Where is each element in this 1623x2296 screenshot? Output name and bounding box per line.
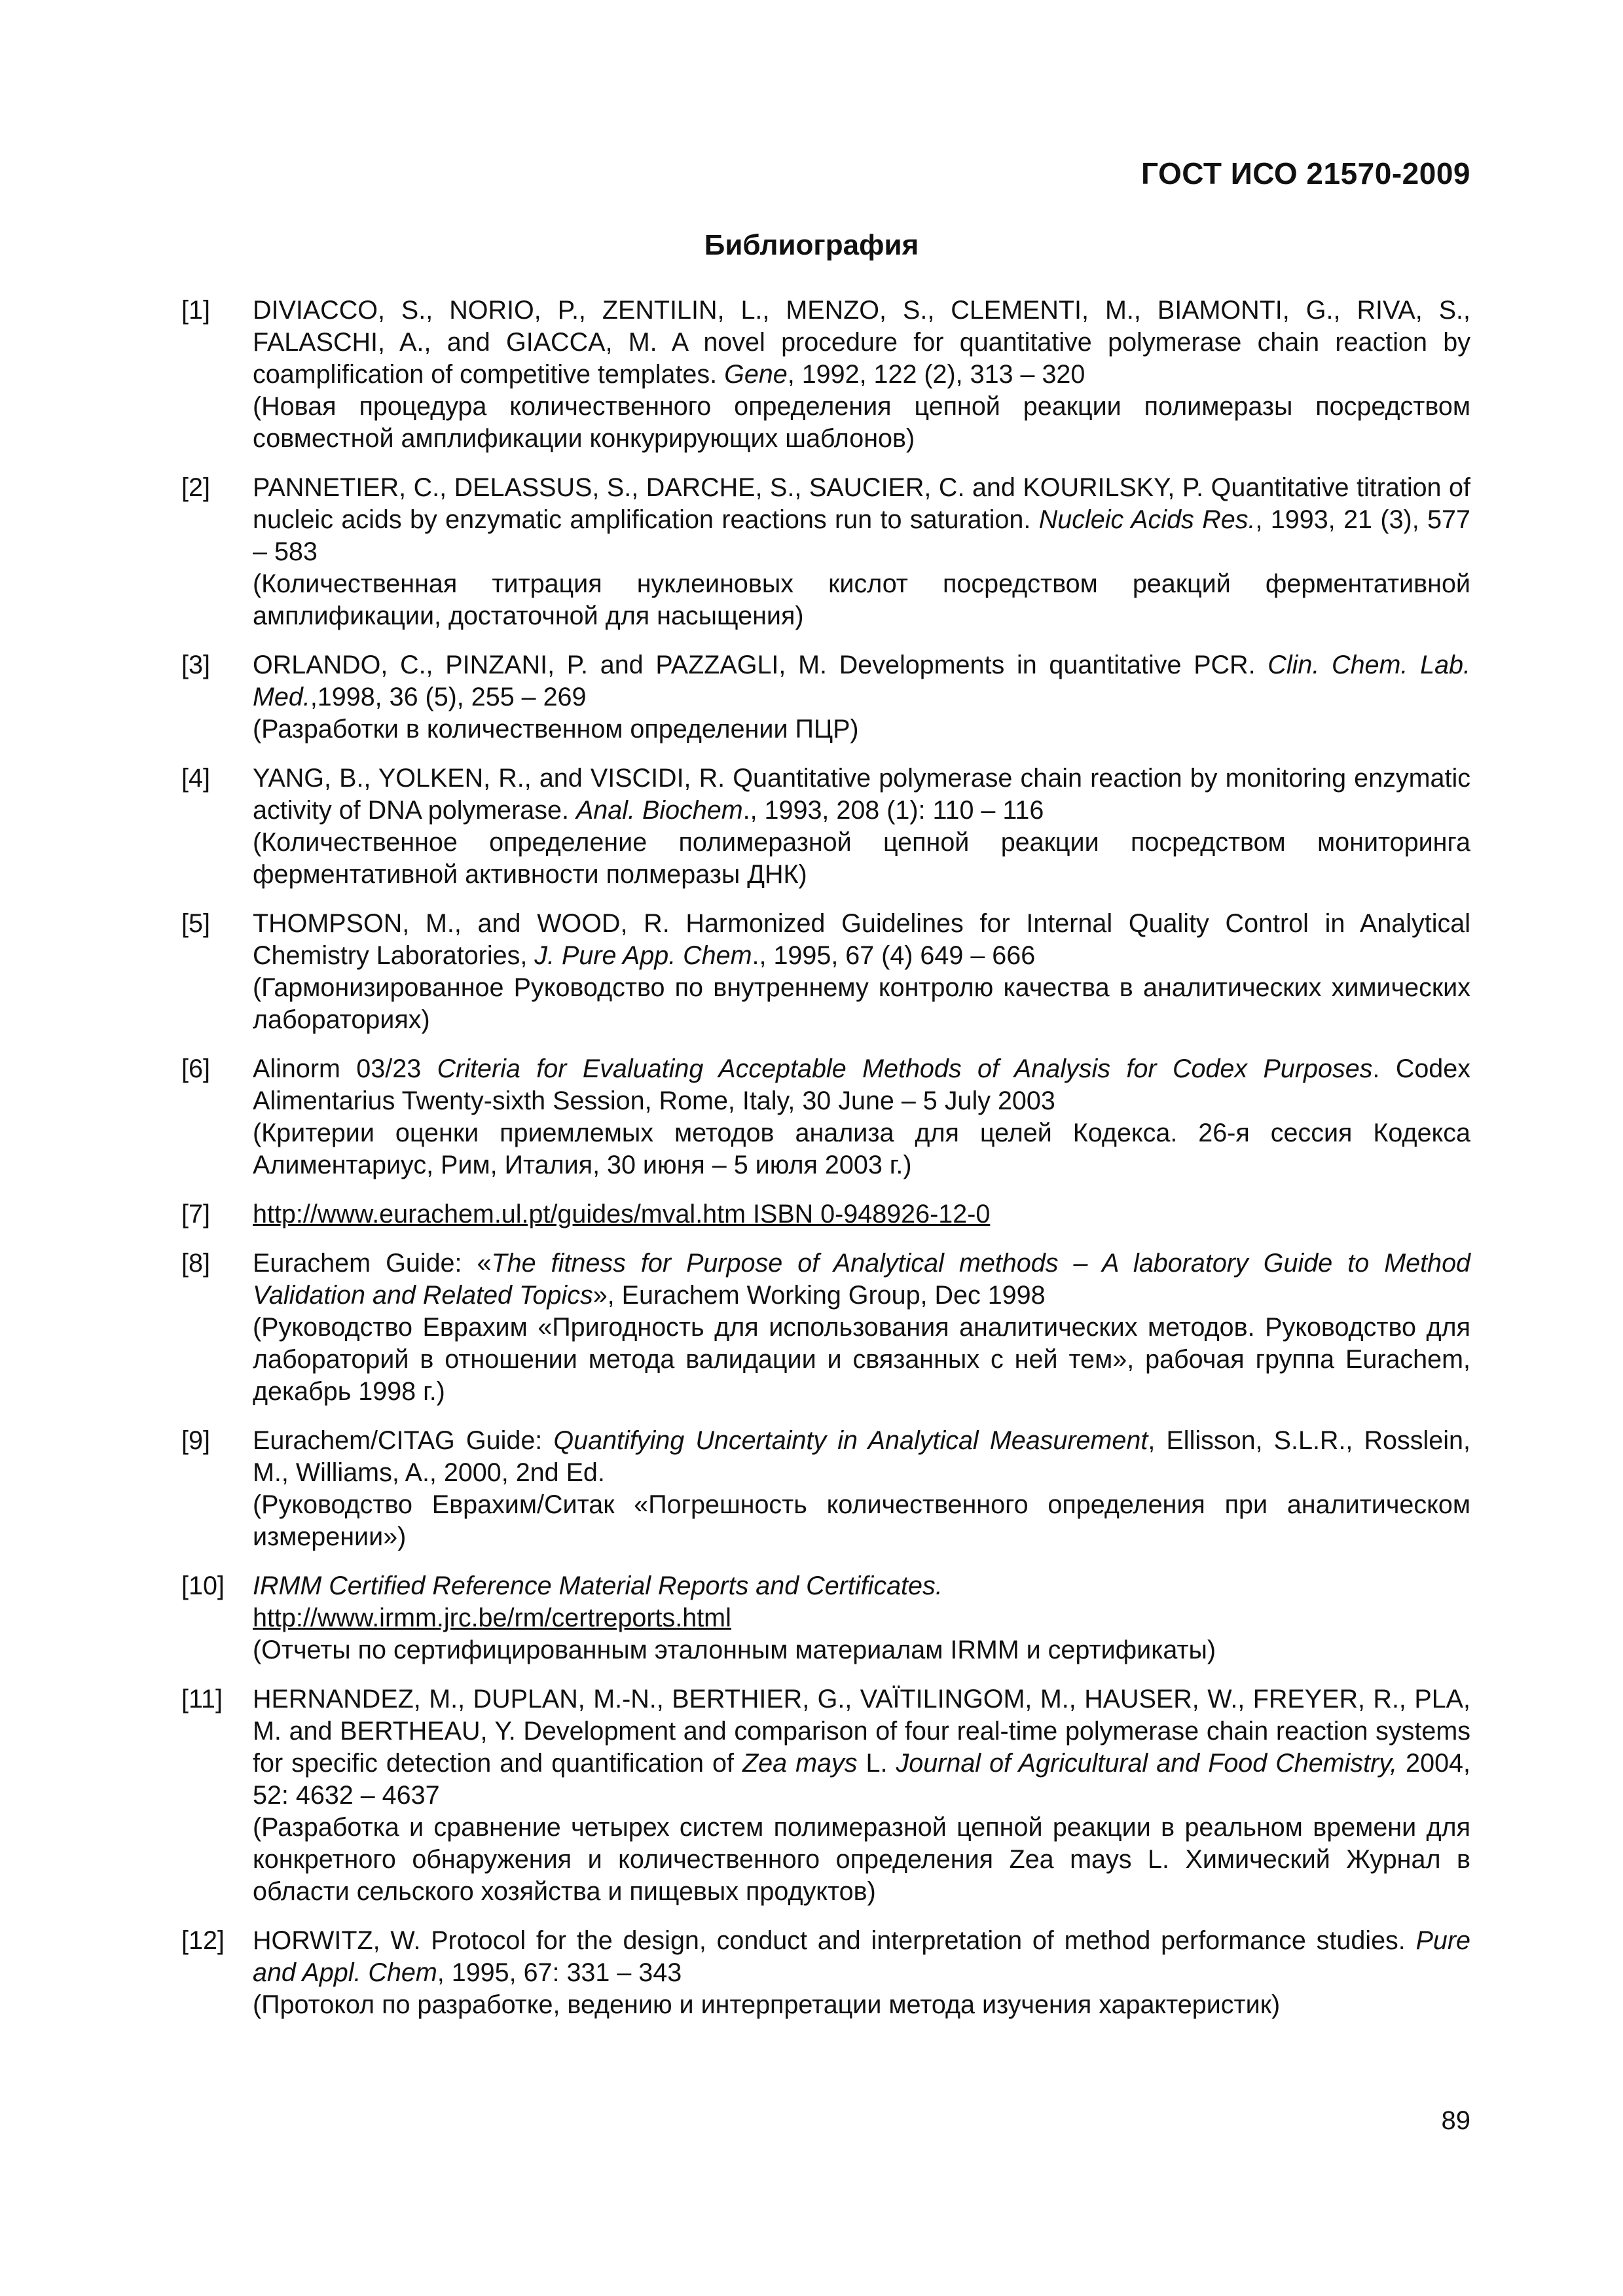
reference-translation: (Количественная титрация нуклеиновых кислот посредством реакций ферментативной амплификации, достаточной для насыщения) (253, 569, 1470, 630)
reference-item (181, 295, 1470, 455)
reference-citation: Alinorm 03/23 Criteria for Evaluating Acceptable Methods of Analysis for Codex Purposes. Codex Alimentarius Twenty-sixth Session, Rome, Italy, 30 June – 5 July 2003 (253, 1054, 1470, 1115)
reference-translation: (Гармонизированное Руководство по внутреннему контролю качества в аналитических химических лабораториях) (253, 973, 1470, 1034)
reference-item (181, 1247, 1470, 1408)
reference-link[interactable]: http://www.eurachem.ul.pt/guides/mval.htm ISBN 0-948926-12-0 (253, 1200, 991, 1229)
reference-translation: (Разработка и сравнение четырех систем полимеразной цепной реакции в реальном времени для конкретного обнаружения и количественного определения Zea mays L. Химический Журнал в области сельского хозяйства и пищевых продуктов) (253, 1813, 1470, 1906)
reference-citation: HORWITZ, W. Protocol for the design, conduct and interpretation of method performance studies. Pure and Appl. Chem, 1995, 67: 331 – 343 (253, 1926, 1470, 1987)
reference-number: [8] (181, 1249, 210, 1278)
reference-citation: Eurachem Guide: «The fitness for Purpose of Analytical methods – A laboratory Guide to Method Validation and Related Topics», Eurachem Working Group, Dec 1998 (253, 1249, 1471, 1310)
reference-citation: THOMPSON, M., and WOOD, R. Harmonized Guidelines for Internal Quality Control in Analytical Chemistry Laboratories, J. Pure App. Chem., 1995, 67 (4) 649 – 666 (253, 909, 1470, 970)
reference-translation: (Руководство Еврахим/Ситак «Погрешность количественного определения при аналитическом измерении») (253, 1490, 1470, 1551)
reference-citation: YANG, B., YOLKEN, R., and VISCIDI, R. Quantitative polymerase chain reaction by monitoring enzymatic activity of DNA polymerase. Anal. Biochem., 1993, 208 (1): 110 – 116 (253, 764, 1470, 825)
reference-body (253, 1925, 1470, 2021)
reference-citation (253, 1198, 1470, 1230)
reference-item (181, 1198, 1470, 1230)
reference-number: [5] (181, 909, 210, 938)
reference-body (253, 1247, 1470, 1408)
reference-citation: Eurachem/CITAG Guide: Quantifying Uncertainty in Analytical Measurement, Ellisson, S.L.R., Rosslein, M., Williams, A., 2000, 2nd Ed. (253, 1426, 1470, 1487)
reference-item (181, 1925, 1470, 2021)
reference-number: [3] (181, 651, 210, 679)
reference-translation: (Протокол по разработке, ведению и интерпретации метода изучения характеристик) (253, 1990, 1281, 2019)
page-number: 89 (1441, 2106, 1470, 2135)
reference-body (253, 1425, 1470, 1553)
reference-body (253, 295, 1470, 455)
reference-citation: PANNETIER, C., DELASSUS, S., DARCHE, S., SAUCIER, C. and KOURILSKY, P. Quantitative titration of nucleic acids by enzymatic amplification reactions run to saturation. Nucleic Acids Res., 1993, 21 (3), 577 – 583 (253, 473, 1470, 566)
reference-item (181, 1053, 1470, 1181)
reference-body (253, 762, 1470, 891)
reference-body (253, 472, 1470, 632)
reference-body (253, 1570, 1470, 1666)
reference-item (181, 1683, 1470, 1908)
reference-number: [7] (181, 1200, 210, 1229)
reference-translation: (Разработки в количественном определении ПЦР) (253, 715, 859, 744)
reference-citation: DIVIACCO, S., NORIO, P., ZENTILIN, L., MENZO, S., CLEMENTI, M., BIAMONTI, G., RIVA, S., FALASCHI, A., and GIACCA, M. A novel procedure for quantitative polymerase chain reaction by coamplification of competitive templates. Gene, 1992, 122 (2), 313 – 320 (253, 296, 1470, 389)
reference-citation: IRMM Certified Reference Material Reports and Certificates. (253, 1571, 943, 1600)
reference-body (253, 1053, 1470, 1181)
reference-body (253, 908, 1470, 1036)
reference-item (181, 1425, 1470, 1553)
reference-number: [2] (181, 473, 210, 502)
reference-translation: (Новая процедура количественного определения цепной реакции полимеразы посредством совместной амплификации конкурирующих шаблонов) (253, 392, 1470, 453)
reference-translation: (Критерии оценки приемлемых методов анализа для целей Кодекса. 26-я сессия Кодекса Алиментариус, Рим, Италия, 30 июня – 5 июля 2003 г.) (253, 1119, 1470, 1179)
reference-number: [9] (181, 1426, 210, 1455)
bibliography-list (181, 295, 1470, 2038)
reference-item (181, 472, 1470, 632)
reference-number: [12] (181, 1926, 225, 1955)
reference-body (253, 1198, 1470, 1230)
reference-body (253, 649, 1470, 745)
reference-translation: (Отчеты по сертифицированным эталонным материалам IRMM и сертификаты) (253, 1636, 1216, 1664)
section-title: Библиография (704, 229, 919, 261)
reference-citation: HERNANDEZ, M., DUPLAN, M.-N., BERTHIER, G., VAÏTILINGOM, M., HAUSER, W., FREYER, R., PLA, M. and BERTHEAU, Y. Development and comparison of four real-time polymerase chain reaction systems for specific detection and quantification of Zea mays L. Journal of Agricultural and Food Chemistry, 2004, 52: 4632 – 4637 (253, 1685, 1470, 1810)
reference-item (181, 762, 1470, 891)
reference-number: [1] (181, 296, 210, 325)
standard-code: ГОСТ ИСО 21570-2009 (1141, 156, 1470, 190)
reference-translation: (Руководство Еврахим «Пригодность для использования аналитических методов. Руководство для лабораторий в отношении метода валидации и связанных с ней тем», рабочая группа Eurachem, декабрь 1998 г.) (253, 1313, 1470, 1406)
reference-number: [11] (181, 1685, 223, 1713)
reference-link[interactable]: http://www.irmm.jrc.be/rm/certreports.html (253, 1604, 731, 1632)
reference-item (181, 649, 1470, 745)
reference-number: [4] (181, 764, 210, 793)
reference-translation: (Количественное определение полимеразной цепной реакции посредством мониторинга ферментативной активности полмеразы ДНК) (253, 828, 1470, 889)
reference-number: [10] (181, 1571, 225, 1600)
reference-body (253, 1683, 1470, 1908)
reference-number: [6] (181, 1054, 210, 1083)
reference-item (181, 908, 1470, 1036)
reference-citation (253, 1602, 1470, 1634)
reference-item (181, 1570, 1470, 1666)
reference-citation: ORLANDO, C., PINZANI, P. and PAZZAGLI, M. Developments in quantitative PCR. Clin. Chem. Lab. Med.,1998, 36 (5), 255 – 269 (253, 651, 1471, 711)
